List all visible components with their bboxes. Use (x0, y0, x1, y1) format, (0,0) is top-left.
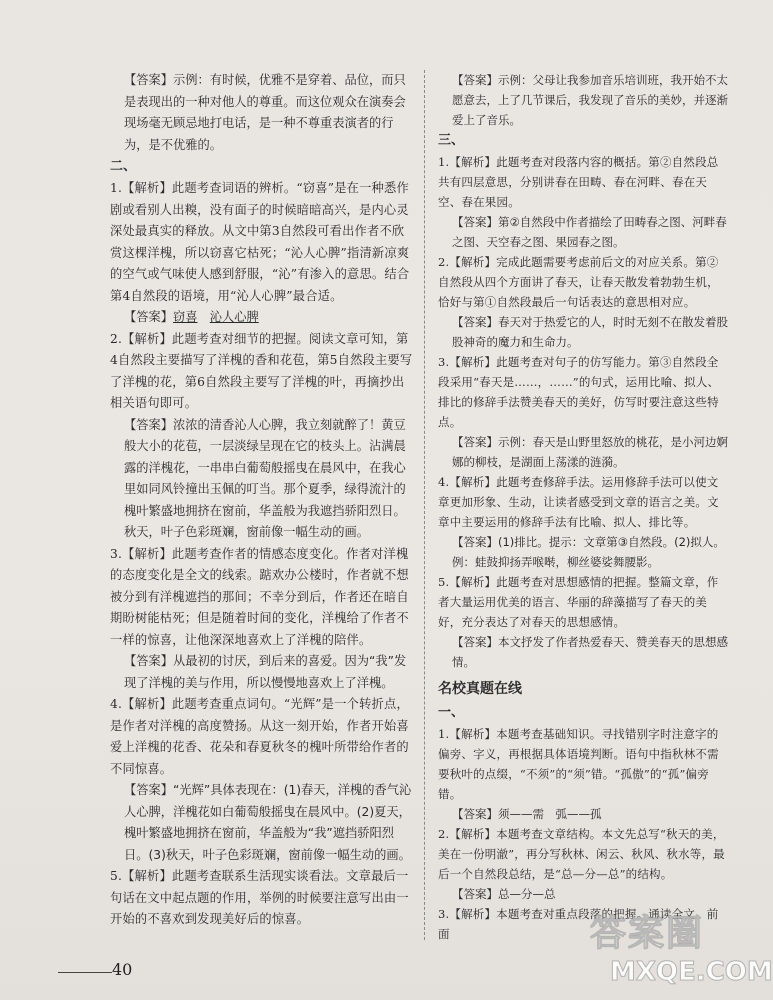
watermark-url: MXQE.COM (610, 957, 773, 987)
answer-paragraph: 【答案】本文抒发了作者热爱春天、赞美春天的思想感情。 (452, 635, 728, 669)
explanation-paragraph: 2.【解析】本题考查文章结构。本文先总写“秋天的美，美在一份明澈”，再分写秋林、闲云、秋风、秋水等，最后一个自然段总结，是“总—分—总”的结构。 (438, 827, 725, 881)
explanation-paragraph: 1.【解析】此题考查对段落内容的概括。第②自然段总共有四层意思，分别讲春在田畴、春在河畔、春在天空、春在果园。 (438, 155, 719, 209)
right-column (438, 70, 730, 944)
explanation-paragraph: 4.【解析】此题考查重点词句。“光辉”是一个转折点，是作者对洋槐的高度赞扬。从这一刻开始，作者开始喜爱上洋槐的花香、花朵和春夏秋冬的槐叶所带给作者的不同惊喜。 (110, 697, 409, 776)
explanation-paragraph: 3.【解析】此题考查对句子的仿写能力。第③自然段全段采用“春天是……，……”的句式，运用比喻、拟人、排比的修辞手法赞美春天的美好，仿写时要注意这些特点。 (438, 355, 720, 429)
explanation-paragraph: 3.【解析】此题考查作者的情感态度变化。作者对洋槐的态度变化是全文的线索。踮欢办公楼时，作者就不想被分到有洋槐遮挡的那间；不幸分到后，作者还在暗自期盼树能枯死；但是随着时间的变化，洋槐给了作者不一样的惊喜，让他深深地喜欢上了洋槐的陪伴。 (110, 546, 409, 647)
explanation-paragraph: 5.【解析】此题考查对思想感情的把握。整篇文章，作者大量运用优美的语言、华丽的辞藻描写了春天的美好，充分表达了对春天的思想感情。 (438, 575, 719, 629)
section-label: 二、 (110, 159, 137, 174)
answer-paragraph: 【答案】“光辉”具体表现在：(1)春天，洋槐的香气沁人心脾，洋槐花如白葡萄般摇曳在晨风中。(2)夏天，槐叶繁盛地拥挤在窗前，华盖般为“我”遮挡骄阳烈日。(3)秋天，叶子色彩斑斓，窗前像一幅生动的画。 (124, 783, 412, 862)
answer-paragraph (110, 307, 415, 329)
answer-paragraph: 【答案】示例：春天是山野里怒放的桃花，是小河边婀娜的柳枝，是湖面上荡漾的涟漪。 (452, 435, 728, 469)
section-label: 三、 (438, 133, 465, 148)
answer-paragraph: 【答案】第②自然段中作者描绘了田畴春之图、河畔春之图、天空春之图、果园春之图。 (452, 215, 727, 249)
answer-paragraph: 【答案】总—分—总 (452, 887, 556, 901)
answer-paragraph: 【答案】春天对于热爱它的人，时时无刻不在散发着股股神奇的魔力和生命力。 (452, 315, 728, 349)
answer-blank: 窃喜 (173, 310, 198, 324)
answer-paragraph: 【答案】须——需 弧——孤 (452, 807, 602, 821)
explanation-paragraph: 2.【解析】此题考查对细节的把握。阅读文章可知，第4自然段主要描写了洋槐的香和花苞，第5自然段主要写了洋槐的花，第6自然段主要写了洋槐的叶，再摘抄出相关语句即可。 (110, 331, 413, 410)
explanation-paragraph: 2.【解析】完成此题需要考虑前后文的对应关系。第②自然段从四个方面讲了春天，让春天散发着勃勃生机，恰好与第①自然段最后一句话表达的意思相对应。 (438, 255, 719, 309)
explanation-paragraph: 5.【解析】此题考查联系生活现实谈看法。文章最后一句话在文中起点题的作用，举例的时候要注意写出由一开始的不喜欢到发现美好后的惊喜。 (110, 869, 409, 926)
section-heading: 名校真题在线 (438, 681, 522, 697)
left-column (110, 70, 415, 931)
answer-paragraph: 【答案】示例：父母让我参加音乐培训班，我开始不太愿意去，上了几节课后，我发现了音乐的美妙，并逐渐爱上了音乐。 (452, 73, 728, 127)
answer-paragraph: 【答案】示例：有时候，优雅不是穿着、品位，而只是表现出的一种对他人的尊重。而这位观众在演奏会现场毫无顾忌地打电话，是一种不尊重表演者的行为，是不优雅的。 (124, 73, 406, 152)
column-divider (424, 70, 425, 940)
answer-paragraph: 【答案】从最初的讨厌，到后来的喜爱。因为“我”发现了洋槐的美与作用，所以慢慢地喜欢上了洋槐。 (124, 654, 407, 690)
footer-rule (58, 972, 112, 973)
site-watermark (590, 905, 773, 997)
explanation-paragraph: 1.【解析】此题考查词语的辨析。“窃喜”是在一种悉作剧或看别人出糗，没有面子的时候暗暗高兴，是内心灵深处最真实的释放。从文中第3自然段可看出作者不欣赏这棵洋槐，所以窃喜它枯死；“沁人心脾”指清新凉爽的空气或气味使人感到舒服，“沁”有渗入的意思。结合第4自然段的语境，用“沁人心脾”最合适。 (110, 181, 410, 303)
answer-label: 【答案】 (124, 310, 173, 324)
watermark-logo-text: 答案圈 (590, 913, 705, 954)
page-number: 40 (112, 960, 133, 979)
answer-blank: 沁人心脾 (209, 310, 259, 324)
section-label: 一、 (438, 705, 465, 720)
answer-paragraph: 【答案】(1)排比。提示：文章第③自然段。(2)拟人。例：蛙鼓抑扬弄喉啭，柳丝婆娑舞腰影。 (452, 535, 725, 569)
explanation-paragraph: 4.【解析】此题考查修辞手法。运用修辞手法可以使文章更加形象、生动，让读者感受到文章的语言之美。文章中主要运用的修辞手法有比喻、拟人、排比等。 (438, 475, 719, 529)
answer-paragraph: 【答案】浓浓的清香沁人心脾，我立刻就醉了！黄豆般大小的花苞，一层淡绿呈现在它的枝头上。沾满晨露的洋槐花，一串串白葡萄般摇曳在晨风中，在我心里如同风铃撞出玉佩的叮当。那个夏季，绿得流汁的槐叶繁盛地拥挤在窗前，华盖般为我遮挡骄阳烈日。 秋天，叶子色彩斑斓，窗前像一幅生动的画。 (124, 417, 406, 539)
explanation-paragraph: 1.【解析】本题考查基础知识。寻找错别字时注意字的偏旁、字义，再根据具体语境判断。语句中指秋林不需要秋叶的点缀，“不须”的“须”错。“孤傲”的“孤”偏旁错。 (438, 727, 719, 801)
explanation-paragraph: 3.【解析】本题考查对重点段落的把握。通读全文，前面 (438, 907, 719, 941)
